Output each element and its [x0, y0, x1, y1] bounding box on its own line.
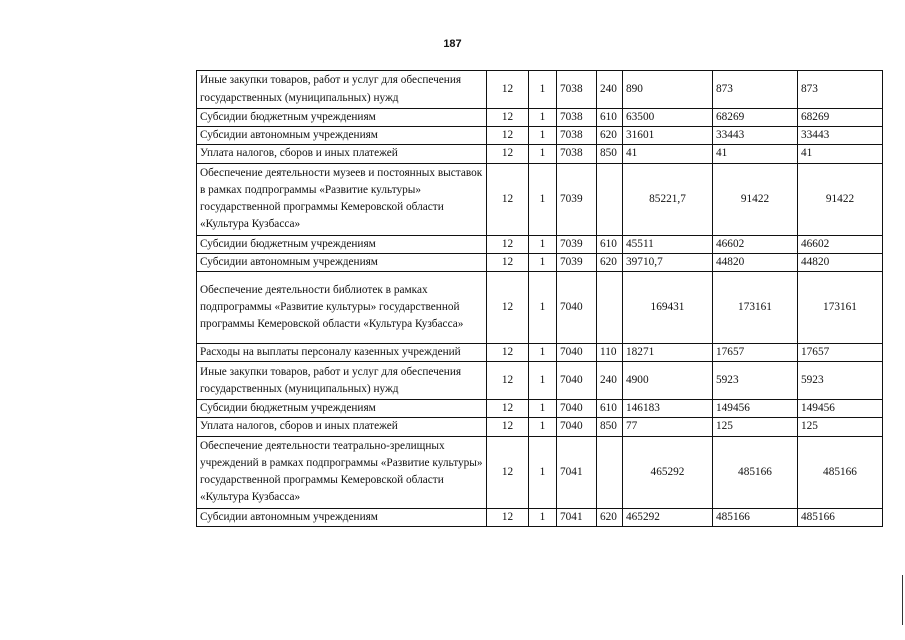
table-row: [197, 508, 883, 526]
row-code-cell: 7041: [557, 508, 597, 526]
row-name-cell: Расходы на выплаты персоналу казенных учреждений: [197, 344, 487, 362]
row-code-cell: 7040: [557, 344, 597, 362]
row-code-cell: 7039: [557, 253, 597, 271]
row-section-cell: 12: [487, 127, 529, 145]
table-row: [197, 253, 883, 271]
row-year1-cell: 77: [623, 418, 713, 436]
row-expense-type-cell: 620: [597, 127, 623, 145]
row-name-cell: Уплата налогов, сборов и иных платежей: [197, 418, 487, 436]
row-section-cell: 12: [487, 163, 529, 235]
row-expense-type-cell: 620: [597, 508, 623, 526]
row-year2-cell: 5923: [713, 362, 798, 400]
row-year2-cell: 485166: [713, 436, 798, 508]
row-expense-type-cell: 110: [597, 344, 623, 362]
row-year1-cell: 465292: [623, 436, 713, 508]
row-year3-cell: 91422: [798, 163, 883, 235]
row-code-cell: 7038: [557, 109, 597, 127]
table-row: [197, 109, 883, 127]
row-subsection-cell: 1: [529, 362, 557, 400]
row-subsection-cell: 1: [529, 109, 557, 127]
row-name-cell: Обеспечение деятельности библиотек в рамках подпрограммы «Развитие культуры» государственной программы Кемеровской области «Культура Кузбасса»: [197, 272, 487, 344]
row-expense-type-cell: 610: [597, 109, 623, 127]
row-year1-cell: 39710,7: [623, 253, 713, 271]
row-subsection-cell: 1: [529, 127, 557, 145]
row-year1-cell: 890: [623, 71, 713, 109]
row-section-cell: 12: [487, 362, 529, 400]
row-year2-cell: 46602: [713, 235, 798, 253]
row-year3-cell: 873: [798, 71, 883, 109]
row-subsection-cell: 1: [529, 418, 557, 436]
row-section-cell: 12: [487, 418, 529, 436]
row-year1-cell: 169431: [623, 272, 713, 344]
row-expense-type-cell: 620: [597, 253, 623, 271]
row-section-cell: 12: [487, 71, 529, 109]
row-year1-cell: 18271: [623, 344, 713, 362]
row-name-cell: Субсидии бюджетным учреждениям: [197, 235, 487, 253]
row-expense-type-cell: 240: [597, 362, 623, 400]
row-year3-cell: 173161: [798, 272, 883, 344]
row-expense-type-cell: [597, 163, 623, 235]
row-subsection-cell: 1: [529, 400, 557, 418]
row-year2-cell: 149456: [713, 400, 798, 418]
row-subsection-cell: 1: [529, 436, 557, 508]
row-section-cell: 12: [487, 235, 529, 253]
row-subsection-cell: 1: [529, 71, 557, 109]
row-code-cell: 7039: [557, 163, 597, 235]
table-row: [197, 71, 883, 109]
table-row: [197, 163, 883, 235]
row-year2-cell: 68269: [713, 109, 798, 127]
row-year3-cell: 17657: [798, 344, 883, 362]
row-name-cell: Субсидии бюджетным учреждениям: [197, 400, 487, 418]
row-section-cell: 12: [487, 253, 529, 271]
row-subsection-cell: 1: [529, 235, 557, 253]
row-year3-cell: 68269: [798, 109, 883, 127]
row-name-cell: Субсидии автономным учреждениям: [197, 253, 487, 271]
row-year2-cell: 33443: [713, 127, 798, 145]
row-section-cell: 12: [487, 344, 529, 362]
row-section-cell: 12: [487, 145, 529, 163]
row-year3-cell: 44820: [798, 253, 883, 271]
row-year2-cell: 17657: [713, 344, 798, 362]
row-name-cell: Субсидии автономным учреждениям: [197, 127, 487, 145]
table-row: [197, 400, 883, 418]
row-name-cell: Субсидии автономным учреждениям: [197, 508, 487, 526]
row-expense-type-cell: 240: [597, 71, 623, 109]
row-section-cell: 12: [487, 436, 529, 508]
row-expense-type-cell: 850: [597, 418, 623, 436]
row-year2-cell: 44820: [713, 253, 798, 271]
page-number: 187: [443, 38, 462, 50]
table-row: [197, 272, 883, 344]
row-year3-cell: 485166: [798, 436, 883, 508]
row-code-cell: 7040: [557, 272, 597, 344]
row-year1-cell: 41: [623, 145, 713, 163]
row-year1-cell: 465292: [623, 508, 713, 526]
row-code-cell: 7040: [557, 362, 597, 400]
row-code-cell: 7040: [557, 400, 597, 418]
table-row: [197, 145, 883, 163]
row-subsection-cell: 1: [529, 344, 557, 362]
row-expense-type-cell: 610: [597, 235, 623, 253]
row-code-cell: 7038: [557, 71, 597, 109]
row-year1-cell: 4900: [623, 362, 713, 400]
row-subsection-cell: 1: [529, 145, 557, 163]
row-year3-cell: 5923: [798, 362, 883, 400]
table-row: [197, 418, 883, 436]
budget-table: [196, 70, 883, 527]
row-name-cell: Субсидии бюджетным учреждениям: [197, 109, 487, 127]
row-name-cell: Иные закупки товаров, работ и услуг для обеспечения государственных (муниципальных) нужд: [197, 362, 487, 400]
row-year3-cell: 149456: [798, 400, 883, 418]
row-expense-type-cell: [597, 436, 623, 508]
row-subsection-cell: 1: [529, 272, 557, 344]
row-year1-cell: 146183: [623, 400, 713, 418]
row-section-cell: 12: [487, 508, 529, 526]
row-subsection-cell: 1: [529, 253, 557, 271]
row-subsection-cell: 1: [529, 508, 557, 526]
table-row: [197, 344, 883, 362]
row-year2-cell: 41: [713, 145, 798, 163]
table-row: [197, 127, 883, 145]
row-expense-type-cell: [597, 272, 623, 344]
row-name-cell: Иные закупки товаров, работ и услуг для обеспечения государственных (муниципальных) нужд: [197, 71, 487, 109]
row-name-cell: Уплата налогов, сборов и иных платежей: [197, 145, 487, 163]
table-row: [197, 235, 883, 253]
row-year3-cell: 46602: [798, 235, 883, 253]
row-name-cell: Обеспечение деятельности музеев и постоянных выставок в рамках подпрограммы «Развитие культуры» государственной программы Кемеровской области «Культура Кузбасса»: [197, 163, 487, 235]
row-year3-cell: 33443: [798, 127, 883, 145]
table-row: [197, 362, 883, 400]
row-year2-cell: 873: [713, 71, 798, 109]
row-year1-cell: 31601: [623, 127, 713, 145]
row-year1-cell: 45511: [623, 235, 713, 253]
table-row: [197, 436, 883, 508]
row-year1-cell: 63500: [623, 109, 713, 127]
row-year2-cell: 485166: [713, 508, 798, 526]
row-year2-cell: 173161: [713, 272, 798, 344]
row-section-cell: 12: [487, 400, 529, 418]
row-year1-cell: 85221,7: [623, 163, 713, 235]
row-year2-cell: 91422: [713, 163, 798, 235]
row-code-cell: 7041: [557, 436, 597, 508]
row-year3-cell: 41: [798, 145, 883, 163]
row-code-cell: 7039: [557, 235, 597, 253]
row-code-cell: 7038: [557, 145, 597, 163]
row-name-cell: Обеспечение деятельности театрально-зрелищных учреждений в рамках подпрограммы «Развитие культуры» государственной программы Кемеровской области «Культура Кузбасса»: [197, 436, 487, 508]
row-year2-cell: 125: [713, 418, 798, 436]
row-code-cell: 7038: [557, 127, 597, 145]
row-year3-cell: 125: [798, 418, 883, 436]
row-expense-type-cell: 610: [597, 400, 623, 418]
row-section-cell: 12: [487, 272, 529, 344]
row-year3-cell: 485166: [798, 508, 883, 526]
row-section-cell: 12: [487, 109, 529, 127]
row-subsection-cell: 1: [529, 163, 557, 235]
row-code-cell: 7040: [557, 418, 597, 436]
scan-margin-mark: [902, 575, 903, 625]
row-expense-type-cell: 850: [597, 145, 623, 163]
